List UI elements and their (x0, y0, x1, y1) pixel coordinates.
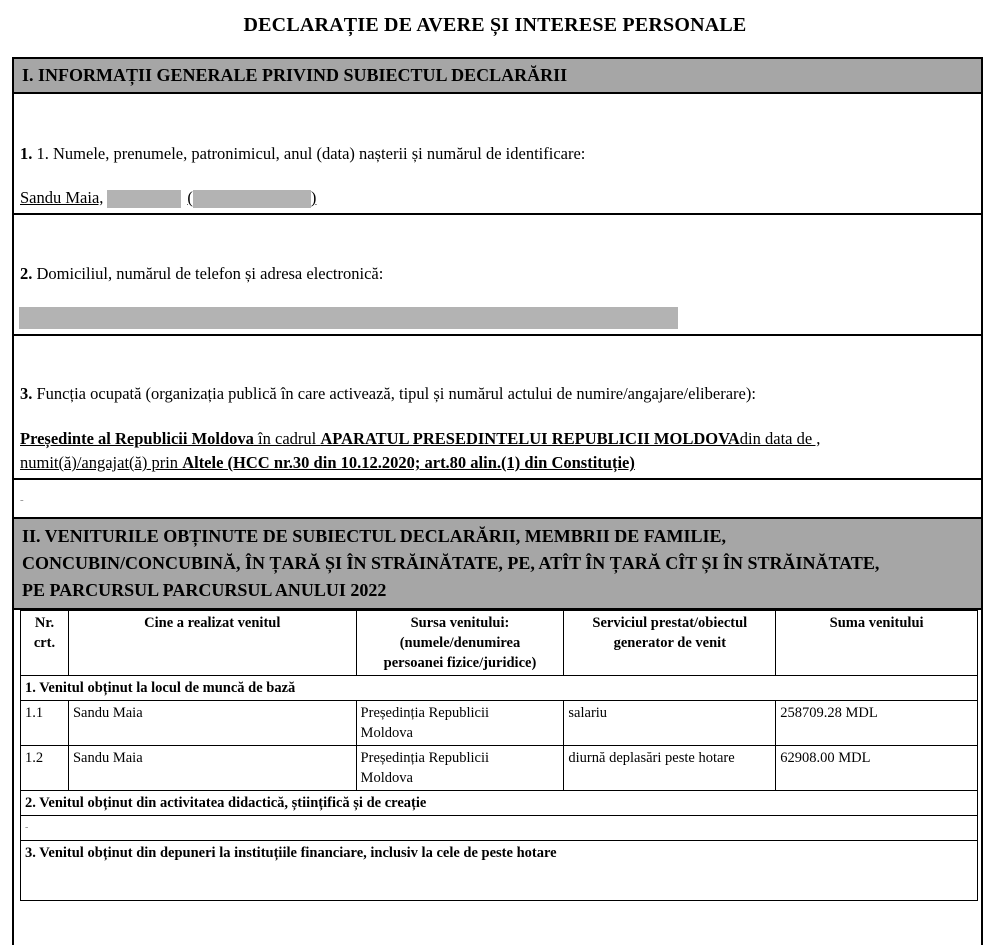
in-cadrul: în cadrul (253, 429, 321, 448)
header-text: crt. (33, 635, 56, 651)
column-header-service (564, 611, 776, 676)
header-text: Sursa venitului: (410, 615, 510, 631)
header-text: Cine a realizat venitul (144, 615, 281, 631)
question-1-text: 1. Numele, prenumele, patronimicul, anul (data) nașterii și numărul de identificare: (32, 144, 586, 163)
header-text: (numele/denumirea (399, 635, 521, 651)
row-source (356, 701, 564, 746)
section-2-title-line: CONCUBIN/CONCUBINĂ, ÎN ȚARĂ ȘI ÎN STRĂINĂTATE, PE, ATÎT ÎN ȚARĂ CÎT ȘI ÎN STRĂINĂTATE, (22, 553, 880, 573)
appointment-line (20, 453, 635, 473)
row-amount: 258709.28 MDL (776, 701, 978, 746)
category-3: 3. Venitul obținut din depuneri la instituțiile financiare, inclusiv la cele de peste hotare (21, 841, 978, 901)
table-row (21, 746, 978, 791)
section-1-header (12, 57, 983, 94)
appointed-by-label: numit(ă)/angajat(ă) prin (20, 453, 183, 472)
question-3-text: Funcția ocupată (organizația publică în care activează, tipul și numărul actului de numire/angajare/eliberare): (32, 384, 756, 403)
table-row (21, 701, 978, 746)
question-3 (20, 384, 756, 404)
column-header-nr (21, 611, 69, 676)
appointment-act: Altele (HCC nr.30 din 10.12.2020; art.80 alin.(1) din Constituție) (182, 453, 635, 472)
row-who: Sandu Maia (68, 746, 356, 791)
section-2-title-line: II. VENITURILE OBȚINUTE DE SUBIECTUL DECLARĂRII, MEMBRII DE FAMILIE, (22, 526, 726, 546)
source-text: Președinția Republicii (360, 705, 490, 721)
name-answer (20, 188, 316, 208)
function-line (20, 429, 820, 449)
question-1-number: 1. (20, 144, 33, 163)
question-1 (20, 144, 585, 164)
empty-placeholder: - (20, 494, 24, 506)
section-2-header (12, 517, 983, 610)
row-nr: 1.2 (21, 746, 69, 791)
redacted-address (19, 307, 678, 329)
row-amount: 62908.00 MDL (776, 746, 978, 791)
header-text: persoanei fizice/juridice) (383, 655, 537, 671)
category-2: 2. Venitul obținut din activitatea didactică, științifică și de creație (21, 791, 978, 816)
header-text: generator de venit (613, 635, 727, 651)
document-title: DECLARAȚIE DE AVERE ȘI INTERESE PERSONALE (243, 14, 747, 36)
empty-placeholder: - (21, 816, 978, 841)
paren-close: ) (310, 188, 317, 207)
category-row (21, 676, 978, 701)
empty-row (21, 816, 978, 841)
category-row (21, 841, 978, 901)
table-header-row (21, 611, 978, 676)
column-header-amount (776, 611, 978, 676)
row-who: Sandu Maia (68, 701, 356, 746)
header-text: Serviciul prestat/obiectul (592, 615, 748, 631)
row-nr: 1.1 (21, 701, 69, 746)
category-1: 1. Venitul obținut la locul de muncă de bază (21, 676, 978, 701)
question-2 (20, 264, 383, 284)
row-source (356, 746, 564, 791)
source-text: Moldova (360, 725, 413, 741)
row-service: diurnă deplasări peste hotare (564, 746, 776, 791)
header-text: Suma venitului (829, 615, 924, 631)
income-table (20, 610, 978, 901)
section-2-title-line: PE PARCURSUL PARCURSUL ANULUI 2022 (22, 580, 387, 600)
header-text: Nr. (34, 615, 55, 631)
column-header-who (68, 611, 356, 676)
question-2-text: Domiciliul, numărul de telefon și adresa electronică: (32, 264, 384, 283)
redacted-birthdate (107, 190, 181, 208)
name-value: Sandu Maia, (20, 188, 104, 207)
category-row (21, 791, 978, 816)
divider (12, 213, 983, 215)
column-header-source (356, 611, 564, 676)
section-1-title: I. INFORMAȚII GENERALE PRIVIND SUBIECTUL DECLARĂRII (22, 65, 568, 85)
redacted-idno (193, 190, 311, 208)
appointment-date: din data de , (739, 429, 821, 448)
divider (12, 478, 983, 480)
function-title: Președinte al Republicii Moldova (20, 429, 254, 448)
source-text: Moldova (360, 770, 413, 786)
question-3-number: 3. (20, 384, 33, 403)
organization-name: APARATUL PRESEDINTELUI REPUBLICII MOLDOVA (320, 429, 740, 448)
source-text: Președinția Republicii (360, 750, 490, 766)
divider (12, 334, 983, 336)
question-2-number: 2. (20, 264, 33, 283)
row-service: salariu (564, 701, 776, 746)
paren-open: ( (187, 188, 193, 207)
